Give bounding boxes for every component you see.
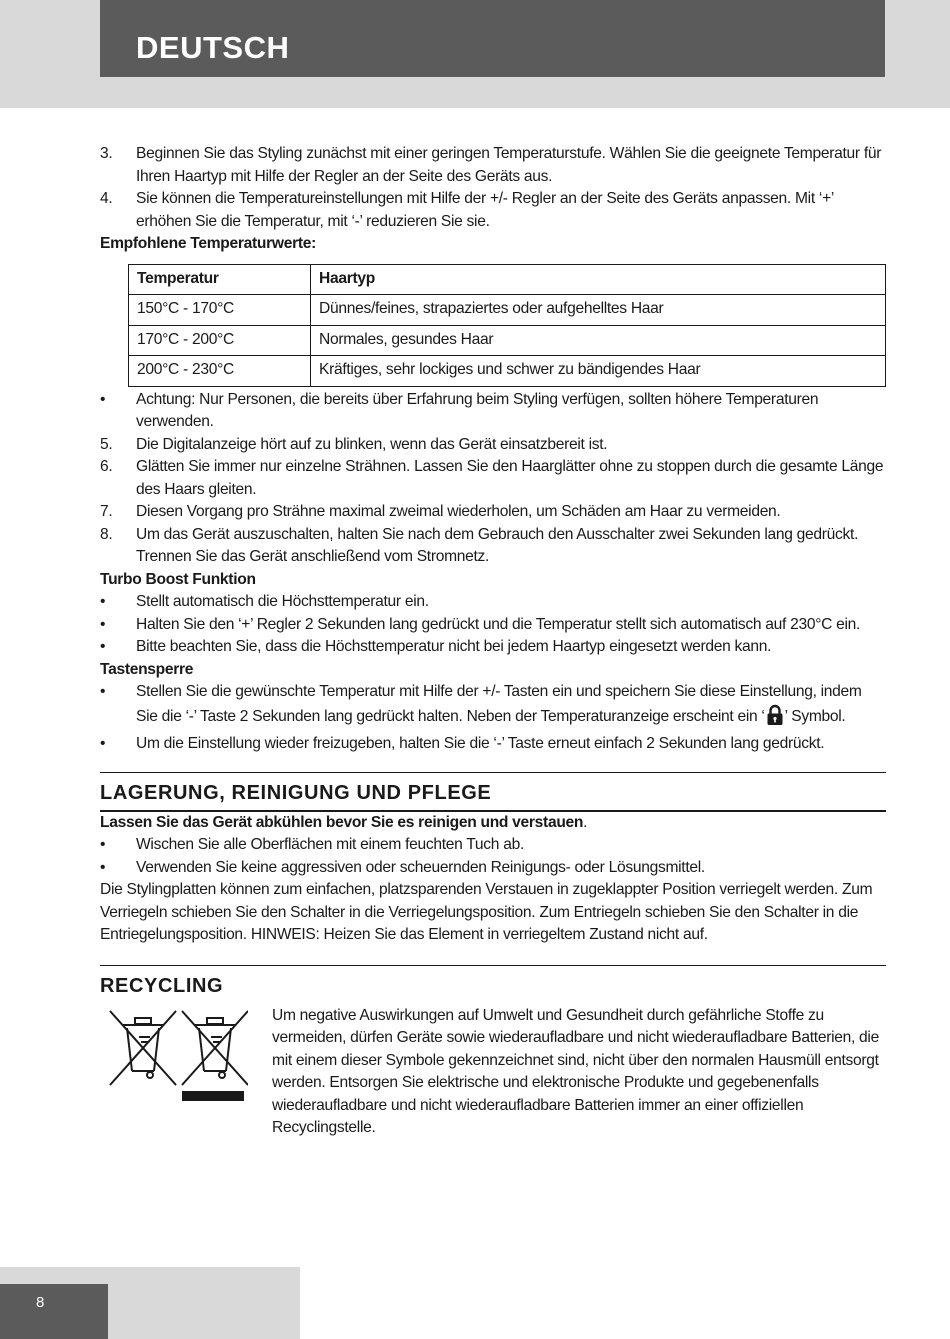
hair-type-cell: Normales, gesundes Haar bbox=[311, 325, 886, 356]
language-title: DEUTSCH bbox=[136, 30, 290, 65]
list-item-text-end: ’ Symbol. bbox=[784, 707, 846, 725]
turbo-boost-heading: Turbo Boost Funktion bbox=[100, 570, 256, 588]
storage-paragraph: Die Stylingplatten können zum einfachen, platzsparenden Verstauen in zugeklappter Position verriegelt werden. Zum Verriegeln schieben Sie den Schalter in die Verriegelungsposition. Zum Entriegeln schieben Sie den Schalter in die Entriegelungsposition. HINWEIS: Heizen Sie das Element in verriegeltem Zustand nicht auf. bbox=[100, 881, 873, 943]
crossed-out-bin-icon bbox=[110, 1011, 176, 1085]
step-4 bbox=[100, 188, 886, 233]
recycling-symbols bbox=[108, 1009, 248, 1109]
recycling-block bbox=[100, 1003, 886, 1143]
step-7 bbox=[100, 501, 886, 524]
step-marker: 8. bbox=[100, 525, 113, 543]
step-text: Die Digitalanzeige hört auf zu blinken, wenn das Gerät einsatzbereit ist. bbox=[136, 435, 608, 453]
caution-note bbox=[100, 389, 886, 434]
temperature-cell: 200°C - 230°C bbox=[129, 356, 311, 387]
recycling-text: Um negative Auswirkungen auf Umwelt und Gesundheit durch gefährliche Stoffe zu vermeiden, dürfen Geräte sowie wiederaufladbare und nicht wiederaufladbare Batterien, die mit einem dieser Symbole gekennzeichnet sind, nicht über den normalen Hausmüll entsorgt werden. Entsorgen Sie elektrische und elektronische Produkte und gegebenenfalls wiederaufladbare und nicht wiederaufladbare Batterien immer an einer offiziellen Recyclingstelle. bbox=[272, 1006, 879, 1136]
column-header-temperature: Temperatur bbox=[129, 264, 311, 295]
list-item-text: Um die Einstellung wieder freizugeben, halten Sie die ‘-’ Taste erneut einfach 2 Sekunden lang gedrückt. bbox=[136, 735, 825, 752]
step-6 bbox=[100, 456, 886, 501]
table-header-row bbox=[129, 264, 886, 295]
step-5 bbox=[100, 434, 886, 457]
page-content bbox=[100, 143, 886, 1143]
page-number-box bbox=[0, 1284, 108, 1339]
step-text: Diesen Vorgang pro Strähne maximal zweimal wiederholen, um Schäden am Haar zu vermeiden. bbox=[136, 503, 781, 520]
list-item bbox=[100, 591, 886, 614]
language-bar bbox=[100, 0, 885, 77]
list-item bbox=[100, 614, 886, 637]
bullet-marker: • bbox=[100, 615, 106, 633]
list-item bbox=[100, 733, 886, 756]
bullet-marker: • bbox=[100, 836, 106, 853]
step-8 bbox=[100, 524, 886, 569]
storage-section-heading: LAGERUNG, REINIGUNG UND PFLEGE bbox=[100, 772, 886, 812]
step-text: Sie können die Temperatureinstellungen mit Hilfe der +/- Regler an der Seite des Geräts anpassen. Mit ‘+’ erhöhen Sie die Temperatur, mit ‘-’ reduzieren Sie sie. bbox=[136, 190, 834, 230]
hair-type-cell: Kräftiges, sehr lockiges und schwer zu bändigendes Haar bbox=[311, 356, 886, 387]
temperature-heading: Empfohlene Temperaturwerte: bbox=[100, 235, 317, 252]
table-row bbox=[129, 325, 886, 356]
bullet-marker: • bbox=[100, 858, 106, 876]
column-header-hair-type: Haartyp bbox=[311, 264, 886, 295]
step-marker: 6. bbox=[100, 458, 113, 475]
table-row bbox=[129, 356, 886, 387]
recycling-section-heading: RECYCLING bbox=[100, 965, 886, 1003]
bullet-marker: • bbox=[100, 683, 106, 700]
storage-intro-end: . bbox=[583, 813, 588, 831]
hair-type-cell: Dünnes/feines, strapaziertes oder aufgehelltes Haar bbox=[311, 295, 886, 326]
temperature-cell: 150°C - 170°C bbox=[129, 295, 311, 326]
step-text: Um das Gerät auszuschalten, halten Sie nach dem Gebrauch den Ausschalter zwei Sekunden lang gedrückt. Trennen Sie das Gerät anschließend vom Stromnetz. bbox=[136, 525, 859, 565]
storage-intro-bold: Lassen Sie das Gerät abkühlen bevor Sie es reinigen und verstauen bbox=[100, 813, 584, 831]
step-3 bbox=[100, 143, 886, 188]
list-item bbox=[100, 857, 886, 880]
storage-intro bbox=[100, 812, 886, 835]
bullet-marker: • bbox=[100, 593, 106, 610]
list-item-text: Halten Sie den ‘+’ Regler 2 Sekunden lang gedrückt und die Temperatur stellt sich automatisch auf 230°C ein. bbox=[136, 615, 861, 633]
step-marker: 7. bbox=[100, 503, 113, 520]
bullet-marker: • bbox=[100, 735, 106, 752]
list-item-text: Wischen Sie alle Oberflächen mit einem feuchten Tuch ab. bbox=[136, 836, 524, 853]
temperature-cell: 170°C - 200°C bbox=[129, 325, 311, 356]
key-lock-heading: Tastensperre bbox=[100, 660, 194, 678]
step-text: Beginnen Sie das Styling zunächst mit einer geringen Temperaturstufe. Wählen Sie die geeignete Temperatur für Ihren Haartyp mit Hilfe der Regler an der Seite des Geräts aus. bbox=[136, 145, 882, 185]
step-text: Glätten Sie immer nur einzelne Strähnen. Lassen Sie den Haarglätter ohne zu stoppen durch die gesamte Länge des Haars gleiten. bbox=[136, 458, 884, 498]
page-number: 8 bbox=[36, 1294, 45, 1311]
bullet-marker: • bbox=[100, 638, 106, 655]
step-marker: 4. bbox=[100, 190, 113, 207]
list-item-text: Stellen Sie die gewünschte Temperatur mit Hilfe der +/- Tasten ein und speichern Sie diese Einstellung, indem Sie die ‘-’ Taste 2 Sekunden lang gedrückt halten. Neben der Temperaturanzeige erscheint ein ‘ bbox=[136, 683, 862, 725]
crossed-out-bin-with-bar-icon bbox=[182, 1011, 248, 1101]
list-item bbox=[100, 834, 886, 857]
header-band bbox=[0, 0, 950, 108]
padlock-icon bbox=[766, 704, 784, 734]
list-item bbox=[100, 636, 886, 659]
note-text: Achtung: Nur Personen, die bereits über Erfahrung beim Styling verfügen, sollten höhere Temperaturen verwenden. bbox=[136, 390, 819, 430]
step-marker: 5. bbox=[100, 435, 113, 453]
temperature-table bbox=[128, 264, 886, 387]
list-item bbox=[100, 681, 886, 733]
table-row bbox=[129, 295, 886, 326]
list-item-text: Stellt automatisch die Höchsttemperatur ein. bbox=[136, 593, 429, 610]
bullet-marker: • bbox=[100, 390, 106, 408]
list-item-text: Bitte beachten Sie, dass die Höchsttemperatur nicht bei jedem Haartyp eingesetzt werden kann. bbox=[136, 638, 772, 655]
list-item-text: Verwenden Sie keine aggressiven oder scheuernden Reinigungs- oder Lösungsmittel. bbox=[136, 858, 705, 876]
step-marker: 3. bbox=[100, 145, 113, 162]
